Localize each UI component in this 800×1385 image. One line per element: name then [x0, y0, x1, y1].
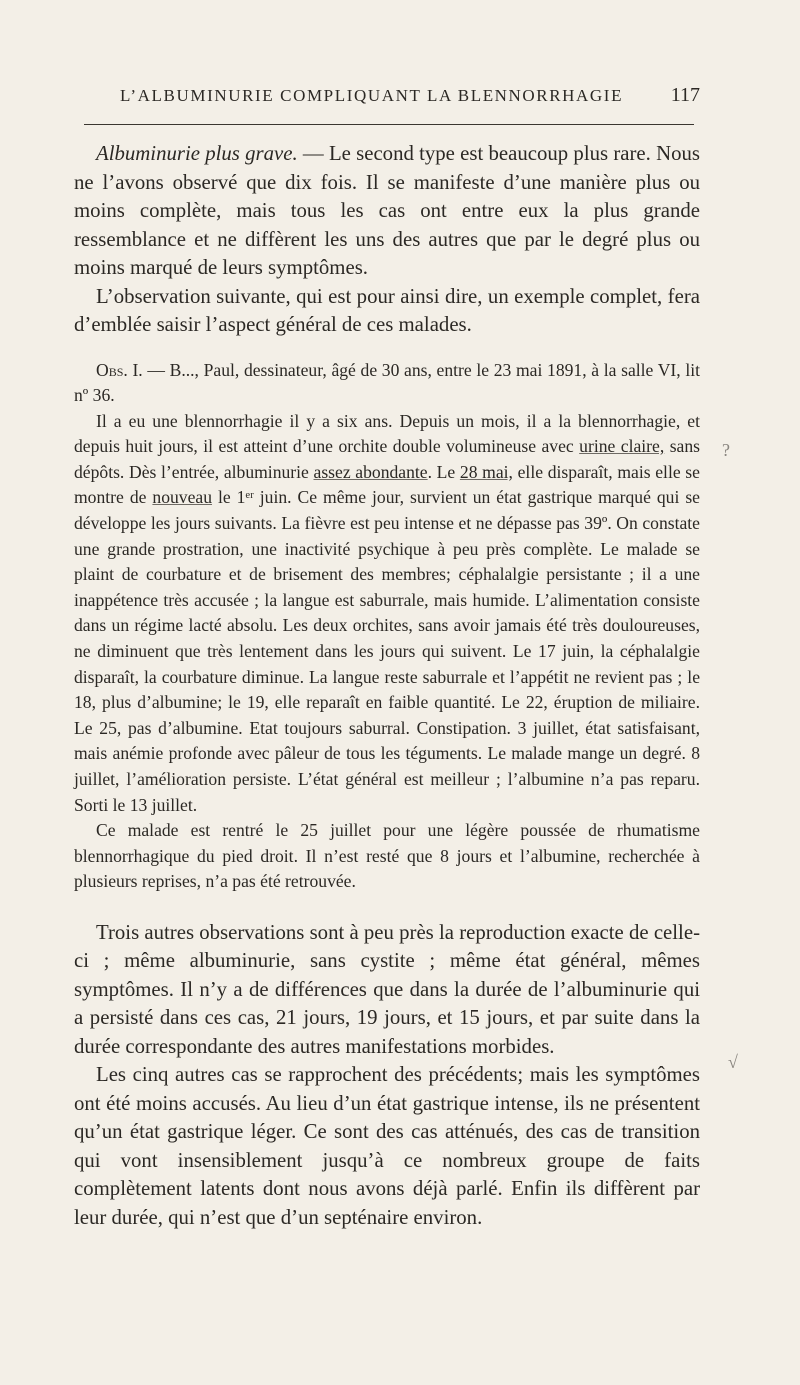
observation-header — [74, 358, 700, 409]
underlined-text: urine claire, — [579, 436, 665, 457]
spacer — [74, 895, 700, 919]
observation-text: elle disparaît, mais elle se montre de — [74, 461, 700, 508]
section-heading: Albuminurie plus grave. — [96, 142, 298, 165]
observation-intro: — B..., Paul, dessinateur, âgé de 30 ans, entre le 23 mai 1891, à la salle VI, lit nº 36. — [74, 359, 700, 406]
observation-paragraph-2: Ce malade est rentré le 25 juillet pour une légère poussée de rhumatisme blennorrhagique du pied droit. Il n’est resté que 8 jours et l’albumine, recherchée à plusieurs reprises, n’a pas été retrouvée. — [74, 820, 700, 892]
page-number: 117 — [670, 84, 700, 106]
running-title: L’ALBUMINURIE COMPLIQUANT LA BLENNORRHAGIE — [120, 86, 624, 105]
header-rule — [84, 124, 694, 125]
paragraph-trois-observations: Trois autres observations sont à peu près la reproduction exacte de celle-ci ; même albuminurie, sans cystite ; même état général, mêmes symptômes. Il n’y a de différences que dans la durée de l’albuminurie qui a persisté dans ces cas, 21 jours, 19 jours, et 15 jours, et par suite dans la durée correspondante des autres manifestations morbides. — [74, 920, 700, 1058]
observation-label: Obs. I. — [96, 359, 143, 380]
margin-note-question-mark: ? — [722, 440, 730, 460]
paragraph-albuminurie-grave — [74, 140, 700, 283]
margin-note-check-mark: √ — [728, 1052, 738, 1072]
observation-text: sans dépôts. Dès l’entrée, albuminurie — [74, 436, 701, 482]
observation-text: Il a eu une blennorrhagie il y a six ans. Depuis un mois, il a la blennorrhagie, et depuis huit jours, il est atteint d’une orchite double volumineuse avec — [74, 410, 700, 457]
underlined-text: nouveau — [152, 487, 213, 508]
spacer — [74, 340, 700, 358]
page-header — [74, 84, 700, 114]
paragraph-cinq-cas: Les cinq autres cas se rapprochent des précédents; mais les symptômes ont été moins accusés. Au lieu d’un état gastrique intense, ils ne présentent qu’un état gastrique léger. Ce sont des cas atténués, des cas de transition qui vont insensiblement jusqu’à ce nombreux groupe de faits complètement latents dont nous avons déjà parlé. Enfin ils diffèrent par leur durée, qui n’est que d’un septénaire environ. — [74, 1063, 700, 1229]
body-text — [74, 140, 700, 1232]
observation-text: . Le — [427, 461, 460, 482]
paragraph-observation-intro: L’observation suivante, qui est pour ainsi dire, un exemple complet, fera d’emblée saisir l’aspect général de ces malades. — [74, 284, 700, 336]
paragraph-text: — Le second type est beaucoup plus rare. Nous ne l’avons observé que dix fois. Il se manifeste d’une manière plus ou moins complète, mais tous les cas ont entre eux la plus grande ressemblance et ne diffèrent les uns des autres que par le degré plus ou moins marqué de leurs symptômes. — [74, 142, 700, 279]
underlined-text: assez abondante — [313, 461, 428, 482]
observation-paragraph-1 — [74, 409, 700, 819]
underlined-text: 28 mai, — [459, 461, 513, 482]
observation-text: le 1ᵉʳ juin. Ce même jour, survient un état gastrique marqué qui se développe les jours suivants. La fièvre est peu intense et ne dépasse pas 39º. On constate une grande prostration, une inactivité psychique à peu près complète. Le malade se plaint de courbature et de brisement des membres; céphalalgie persistante ; il a une inappétence très accusée ; la langue est saburrale, mais humide. L’alimentation consiste dans un régime lacté absolu. Les deux orchites, sans avoir jamais été très douloureuses, ne diminuent que très lentement dans les jours qui suivent. Le 17 juin, la céphalalgie disparaît, la courbature diminue. La langue reste saburrale et l’appétit ne revient pas ; le 18, plus d’albumine; le 19, elle reparaît en faible quantité. Le 22, éruption de miliaire. Le 25, pas d’albumine. Etat toujours saburral. Constipation. 3 juillet, état satisfaisant, mais anémie profonde avec pâleur de tous les téguments. Le malade mange un degré. 8 juillet, l’amélioration persiste. L’état général est meilleur ; l’albumine n’a pas reparu. Sorti le 13 juillet. — [74, 487, 700, 815]
